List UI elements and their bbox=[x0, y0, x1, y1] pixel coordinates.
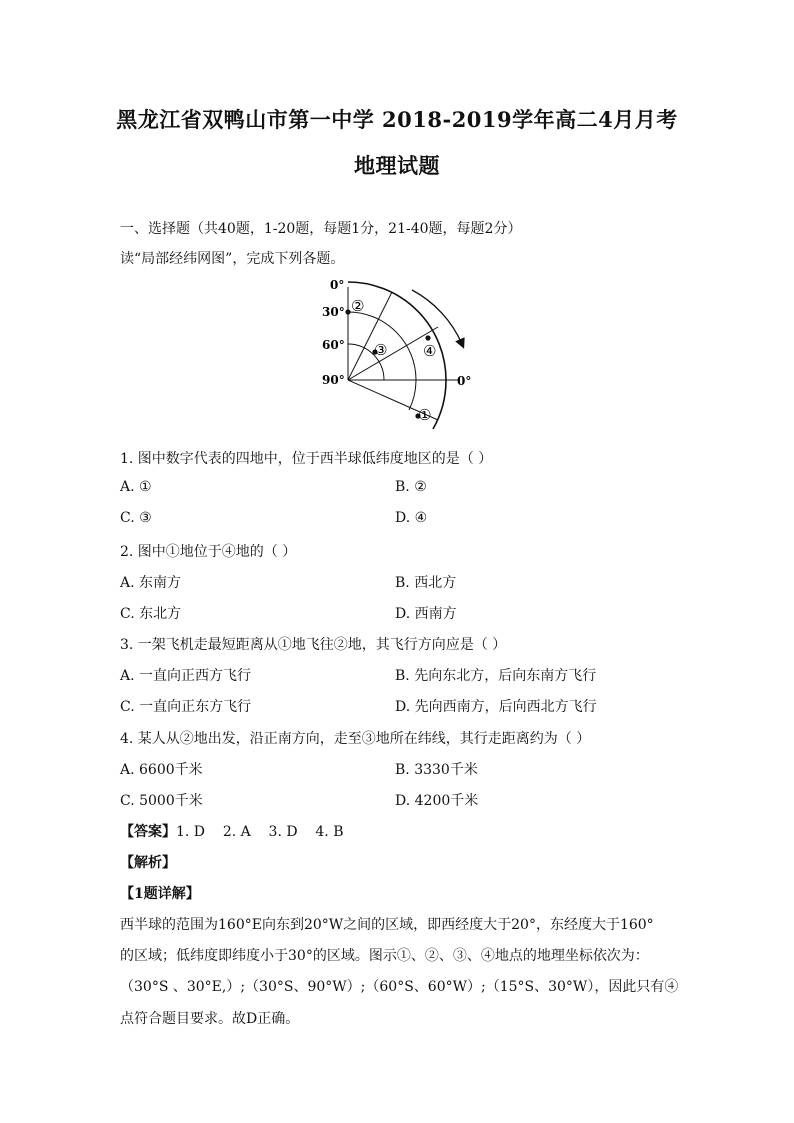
question-4-option-b: B. 3330千米 bbox=[395, 762, 478, 778]
page-title-line1: 黑龙江省双鸭山市第一中学 2018-2019学年高二4月月考 bbox=[116, 107, 678, 132]
question-1-option-c: C. ③ bbox=[120, 510, 152, 526]
question-3-option-a: A. 一直向正西方飞行 bbox=[120, 668, 252, 684]
lat-label-0: 0° bbox=[330, 278, 345, 292]
point-label-4: ④ bbox=[423, 342, 437, 360]
question-2-option-c: C. 东北方 bbox=[120, 606, 182, 622]
analysis-sub-label: 【1题详解】 bbox=[120, 886, 200, 902]
question-1-stem: 1. 图中数字代表的四地中，位于西半球低纬度地区的是（ ） bbox=[120, 451, 493, 467]
question-4-stem: 4. 某人从②地出发，沿正南方向，走至③地所在纬线，其行走距离约为（ ） bbox=[120, 731, 591, 747]
graticule-diagram bbox=[300, 272, 490, 432]
analysis-label: 【解析】 bbox=[120, 855, 176, 871]
analysis-line-1: 西半球的范围为160°E向东到20°W之间的区域，即西经度大于20°，东经度大于160° bbox=[120, 917, 654, 933]
question-2-option-a: A. 东南方 bbox=[120, 575, 182, 591]
question-2-option-b: B. 西北方 bbox=[395, 575, 457, 591]
question-4-option-d: D. 4200千米 bbox=[395, 793, 479, 809]
question-2-option-d: D. 西南方 bbox=[395, 606, 457, 622]
point-dot-4 bbox=[425, 335, 430, 340]
question-3-option-b: B. 先向东北方，后向东南方飞行 bbox=[395, 668, 597, 684]
question-4-option-c: C. 5000千米 bbox=[120, 793, 203, 809]
question-3-option-c: C. 一直向正东方飞行 bbox=[120, 699, 252, 715]
question-3-option-d: D. 先向西南方，后向西北方飞行 bbox=[395, 699, 597, 715]
question-1-option-a: A. ① bbox=[120, 479, 152, 495]
point-dot-2 bbox=[345, 309, 350, 314]
question-1-option-b: B. ② bbox=[395, 479, 427, 495]
section-heading: 一、选择题（共40题，1-20题，每题1分，21-40题，每题2分） bbox=[120, 221, 522, 237]
analysis-line-3: （30°S 、30°E,）;（30°S、90°W）;（60°S、60°W）;（15°S、30°W），因此只有④ bbox=[120, 979, 679, 995]
question-4-option-a: A. 6600千米 bbox=[120, 762, 203, 778]
lat-label-60: 60° bbox=[322, 338, 345, 352]
analysis-line-2: 的区域；低纬度即纬度小于30°的区域。图示①、②、③、④地点的地理坐标依次为： bbox=[120, 948, 649, 964]
point-label-1: ① bbox=[418, 406, 432, 424]
page-title-line2: 地理试题 bbox=[354, 153, 440, 178]
point-label-2: ② bbox=[351, 297, 365, 315]
section-intro: 读“局部经纬网图”，完成下列各题。 bbox=[120, 251, 345, 267]
rotation-arrow bbox=[412, 290, 462, 344]
lat-label-90: 90° bbox=[322, 373, 345, 387]
question-2-stem: 2. 图中①地位于④地的（ ） bbox=[120, 544, 297, 560]
answer-label: 【答案】 bbox=[120, 824, 176, 840]
question-1-option-d: D. ④ bbox=[395, 510, 428, 526]
question-3-stem: 3. 一架飞机走最短距离从①地飞往②地，其飞行方向应是（ ） bbox=[120, 637, 507, 653]
analysis-line-4: 点符合题目要求。故D正确。 bbox=[120, 1011, 300, 1027]
answer-text: 1. D 2. A 3. D 4. B bbox=[176, 824, 344, 840]
lat-label-30: 30° bbox=[322, 305, 345, 319]
point-label-3: ③ bbox=[374, 341, 388, 359]
lon-label-0: 0° bbox=[457, 374, 472, 388]
answer-line bbox=[120, 821, 343, 841]
